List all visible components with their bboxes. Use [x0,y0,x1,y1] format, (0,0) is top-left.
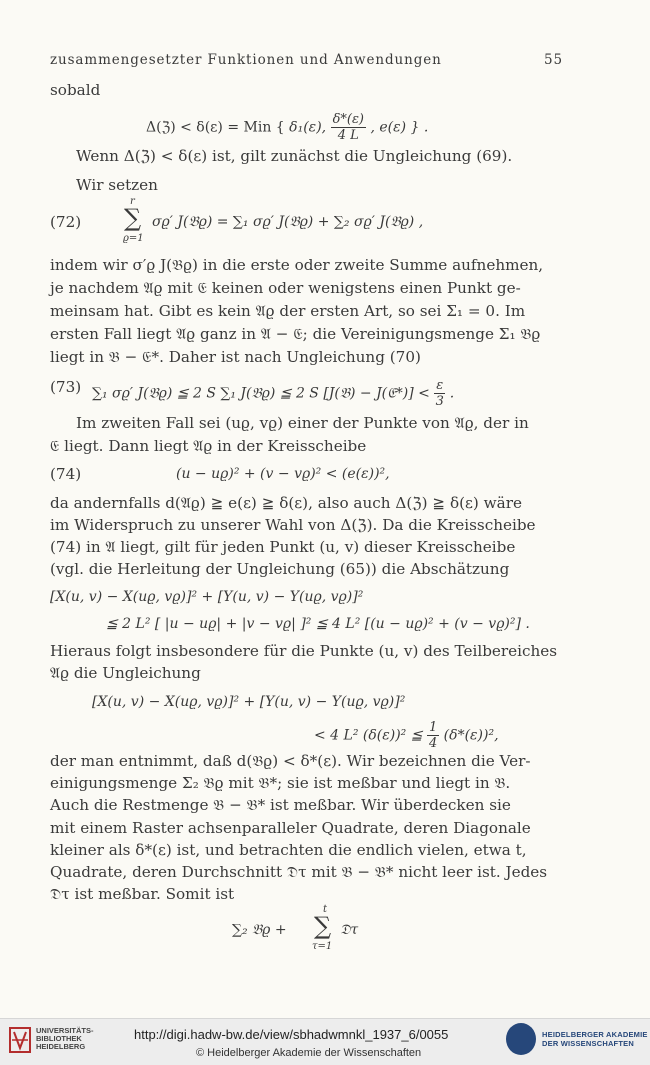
text-line: da andernfalls d(𝔄ϱ) ≧ e(ε) ≧ δ(ε), also auch Δ(ℨ) ≧ δ(ε) wäre [50,494,522,512]
text-line: Wenn Δ(ℨ) < δ(ε) ist, gilt zunächst die Ungleichung (69). [76,147,513,165]
equation-label: (72) [50,213,82,231]
equation-73: ∑₁ σϱ′ J(𝔅ϱ) ≦ 2 S ∑₁ J(𝔅ϱ) ≦ 2 S [J(𝔅) − J(𝔈*)] < $\frac{\varepsilon}{3}$ . [92,378,455,409]
sum-upper-limit: t [323,904,328,915]
equation-label: (73) [50,378,82,396]
equation-72: σϱ′ J(𝔅ϱ) = ∑₁ σϱ′ J(𝔅ϱ) + ∑₂ σϱ′ J(𝔅ϱ) , [152,214,424,230]
text-line: je nachdem 𝔄ϱ mit 𝔈 keinen oder wenigstens einen Punkt ge- [50,279,521,297]
text-line: (74) in 𝔄 liegt, gilt für jeden Punkt (u, v) dieser Kreisscheibe [50,538,516,556]
equation-min: Δ(ℨ) < δ(ε) = Min { δ₁(ε), $\frac{\delta*(\varepsilon)}{4 L}$ , e(ε) } . [146,112,429,143]
text-line: der man entnimmt, daß d(𝔅ϱ) < δ*(ε). Wir bezeichnen die Ver- [50,752,531,770]
text-line: sobald [50,81,101,99]
document-url[interactable]: http://digi.hadw-bw.de/view/sbhadwmnkl_1937_6/0055 [134,1027,449,1042]
university-library-logo-icon [8,1024,32,1056]
academy-name: HEIDELBERGER AKADEMIE DER WISSENSCHAFTEN [542,1030,648,1048]
text-line: kleiner als δ*(ε) ist, und betrachten die endlich vielen, etwa t, [50,841,527,859]
inequality-line-1: [X(u, v) − X(uϱ, vϱ)]² + [Y(u, v) − Y(uϱ, vϱ)]² [92,694,406,710]
academy-seal-icon [506,1023,536,1055]
sum-upper-limit: r [130,196,135,207]
equation-label: (74) [50,465,82,483]
text-line: 𝔄ϱ die Ungleichung [50,664,201,682]
sum-lower-limit: ϱ=1 [123,233,144,244]
sum-symbol: ∑ [124,204,142,232]
equation-74: (u − uϱ)² + (v − vϱ)² < (e(ε))², [176,466,390,482]
text-line: Hieraus folgt insbesondere für die Punkte (u, v) des Teilbereiches [50,642,558,660]
library-name: UNIVERSITÄTS- BIBLIOTHEK HEIDELBERG [36,1026,94,1051]
text-line: Im zweiten Fall sei (uϱ, vϱ) einer der Punkte von 𝔄ϱ, der in [76,414,529,432]
text-line: indem wir σ′ϱ J(𝔅ϱ) in die erste oder zweite Summe aufnehmen, [50,256,544,274]
running-title: zusammengesetzter Funktionen und Anwendungen [50,52,442,68]
text-line: Wir setzen [76,176,158,194]
final-sum-right: 𝔇τ [340,922,359,938]
estimate-line-1: [X(u, v) − X(uϱ, vϱ)]² + [Y(u, v) − Y(uϱ, vϱ)]² [50,589,364,605]
text-line: ersten Fall liegt 𝔄ϱ ganz in 𝔄 − 𝔈; die Vereinigungsmenge Σ₁ 𝔅ϱ [50,325,541,343]
text-line: mit einem Raster achsenparalleler Quadrate, deren Diagonale [50,819,531,837]
text-line: (vgl. die Herleitung der Ungleichung (65)) die Abschätzung [50,560,510,578]
text-line: Quadrate, deren Durchschnitt 𝔇τ mit 𝔅 − 𝔅* nicht leer ist. Jedes [50,863,548,881]
text-line: liegt in 𝔅 − 𝔈*. Daher ist nach Ungleichung (70) [50,348,421,366]
inequality-line-2: < 4 L² (δ(ε))² ≦ $\frac{1}{4}$ (δ*(ε))², [314,720,499,751]
text-line: Auch die Restmenge 𝔅 − 𝔅* ist meßbar. Wir überdecken sie [50,796,511,814]
copyright-notice: © Heidelberger Akademie der Wissenschaften [196,1047,422,1059]
estimate-line-2: ≦ 2 L² [ |u − uϱ| + |v − vϱ| ]² ≦ 4 L² [(u − uϱ)² + (v − vϱ)²] . [106,616,530,632]
text-line: 𝔇τ ist meßbar. Somit ist [50,885,235,903]
text-line: einigungsmenge Σ₂ 𝔅ϱ mit 𝔅*; sie ist meßbar und liegt in 𝔅. [50,774,511,792]
final-sum-left: ∑₂ 𝔅ϱ + [232,922,287,938]
sum-symbol: ∑ [314,912,332,940]
sum-lower-limit: τ=1 [312,941,333,952]
text-line: meinsam hat. Gibt es kein 𝔄ϱ der ersten Art, so sei Σ₁ = 0. Im [50,302,526,320]
text-line: 𝔈 liegt. Dann liegt 𝔄ϱ in der Kreisscheibe [50,437,367,455]
text-line: im Widerspruch zu unserer Wahl von Δ(ℨ). Da die Kreisscheibe [50,516,536,534]
page-number: 55 [544,52,563,68]
